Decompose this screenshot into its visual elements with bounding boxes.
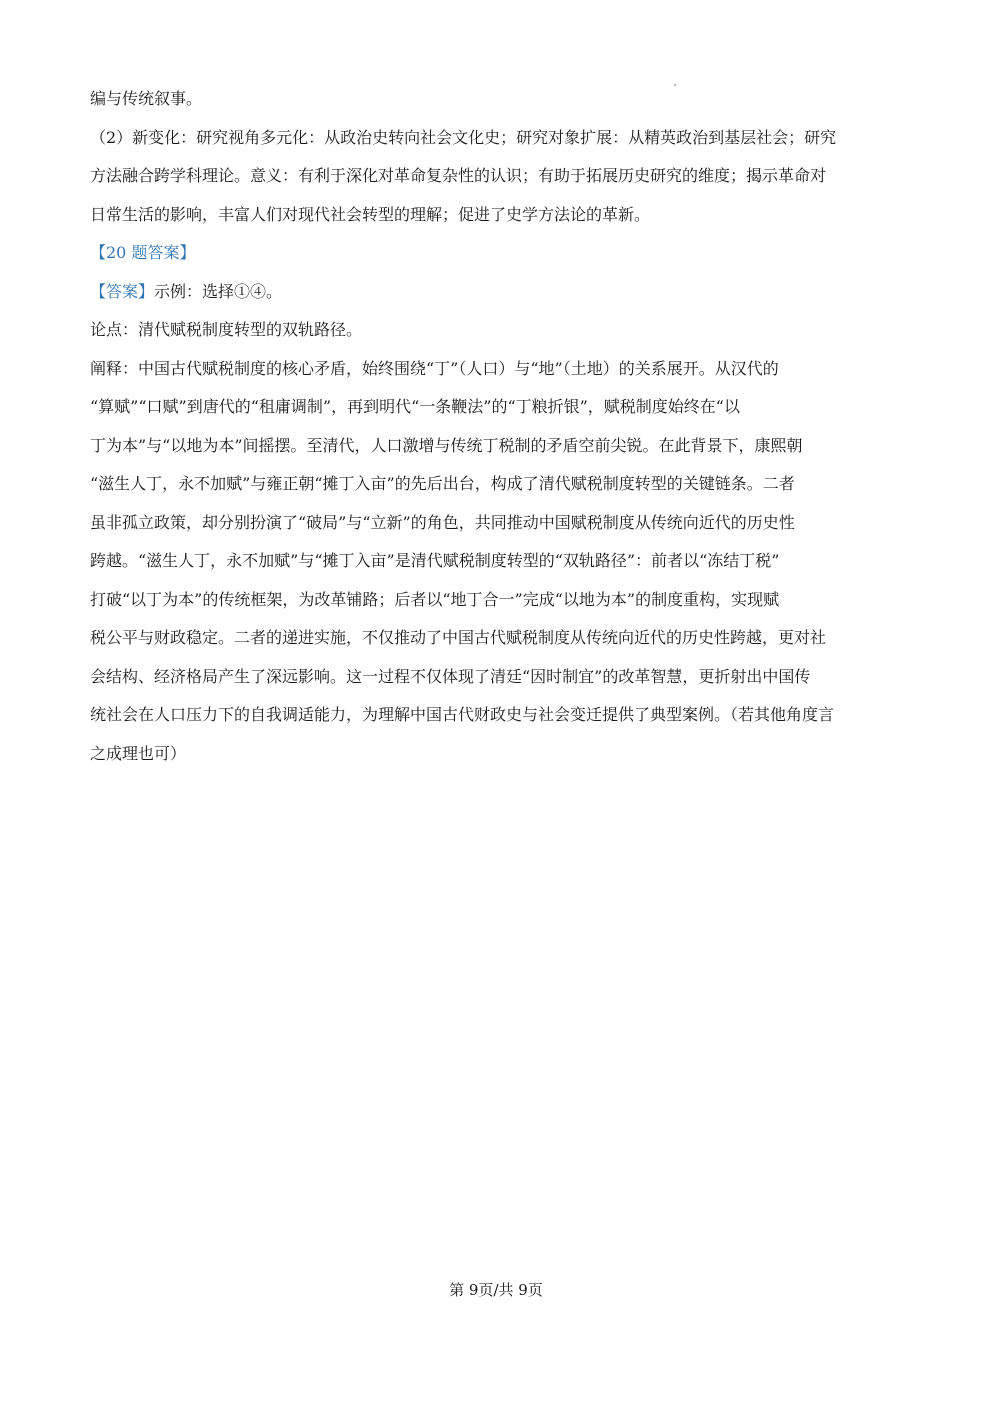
explanation-line: 虽非孤立政策，却分别扮演了“破局”与“立新”的角色，共同推动中国赋税制度从传统向近代的历史性 [90,512,795,532]
answer-line [90,273,902,312]
answer-text: 示例：选择①④。 [154,281,283,301]
explanation-line: “滋生人丁，永不加赋”与雍正朝“摊丁入亩”的先后出台，构成了清代赋税制度转型的关键链条。二者 [90,474,795,493]
explanation-line: “算赋”“口赋”到唐代的“租庸调制”，再到明代“一条鞭法”的“丁粮折银”，赋税制度始终在“以 [90,397,740,416]
explanation-line: 打破“以丁为本”的传统框架，为改革铺路；后者以“地丁合一”完成“以地为本”的制度重构，实现赋 [90,589,780,609]
paragraph-line: 日常生活的影响，丰富人们对现代社会转型的理解；促进了史学方法论的革新。 [90,204,651,224]
explanation-line: 税公平与财政稳定。二者的递进实施，不仅推动了中国古代赋税制度从传统向近代的历史性跨越，更对社 [90,628,827,647]
paragraph-line: 编与传统叙事。 [90,89,203,108]
document-body [90,80,902,773]
thesis-line: 论点：清代赋税制度转型的双轨路径。 [90,320,363,339]
explanation-line: 丁为本”与“以地为本”间摇摆。至清代，人口激增与传统丁税制的矛盾空前尖锐。在此背景下，康熙朝 [90,435,803,455]
explanation-line: 会结构、经济格局产生了深远影响。这一过程不仅体现了清廷“因时制宜”的改革智慧，更折射出中国传 [90,666,811,686]
explanation-line: 阐释：中国古代赋税制度的核心矛盾，始终围绕“丁”（人口）与“地”（土地）的关系展开。从汉代的 [90,358,779,378]
paragraph-line: （2）新变化：研究视角多元化：从政治史转向社会文化史；研究对象扩展：从精英政治到基层社会；研究 [90,127,837,147]
explanation-line: 之成理也可） [90,743,187,763]
question-20-heading: 【20 题答案】 [90,243,196,262]
explanation-line: 跨越。“滋生人丁，永不加赋”与“摊丁入亩”是清代赋税制度转型的“双轨路径”：前者以“冻结丁税” [90,551,780,570]
page-footer: 第 9页/共 9页 [449,1281,543,1299]
paragraph-line: 方法融合跨学科理论。意义：有利于深化对革命复杂性的认识；有助于拓展历史研究的维度；揭示革命对 [90,166,827,185]
answer-tag: 【答案】 [90,281,155,301]
explanation-line: 统社会在人口压力下的自我调适能力，为理解中国古代财政史与社会变迁提供了典型案例。（若其他角度言 [90,705,835,724]
